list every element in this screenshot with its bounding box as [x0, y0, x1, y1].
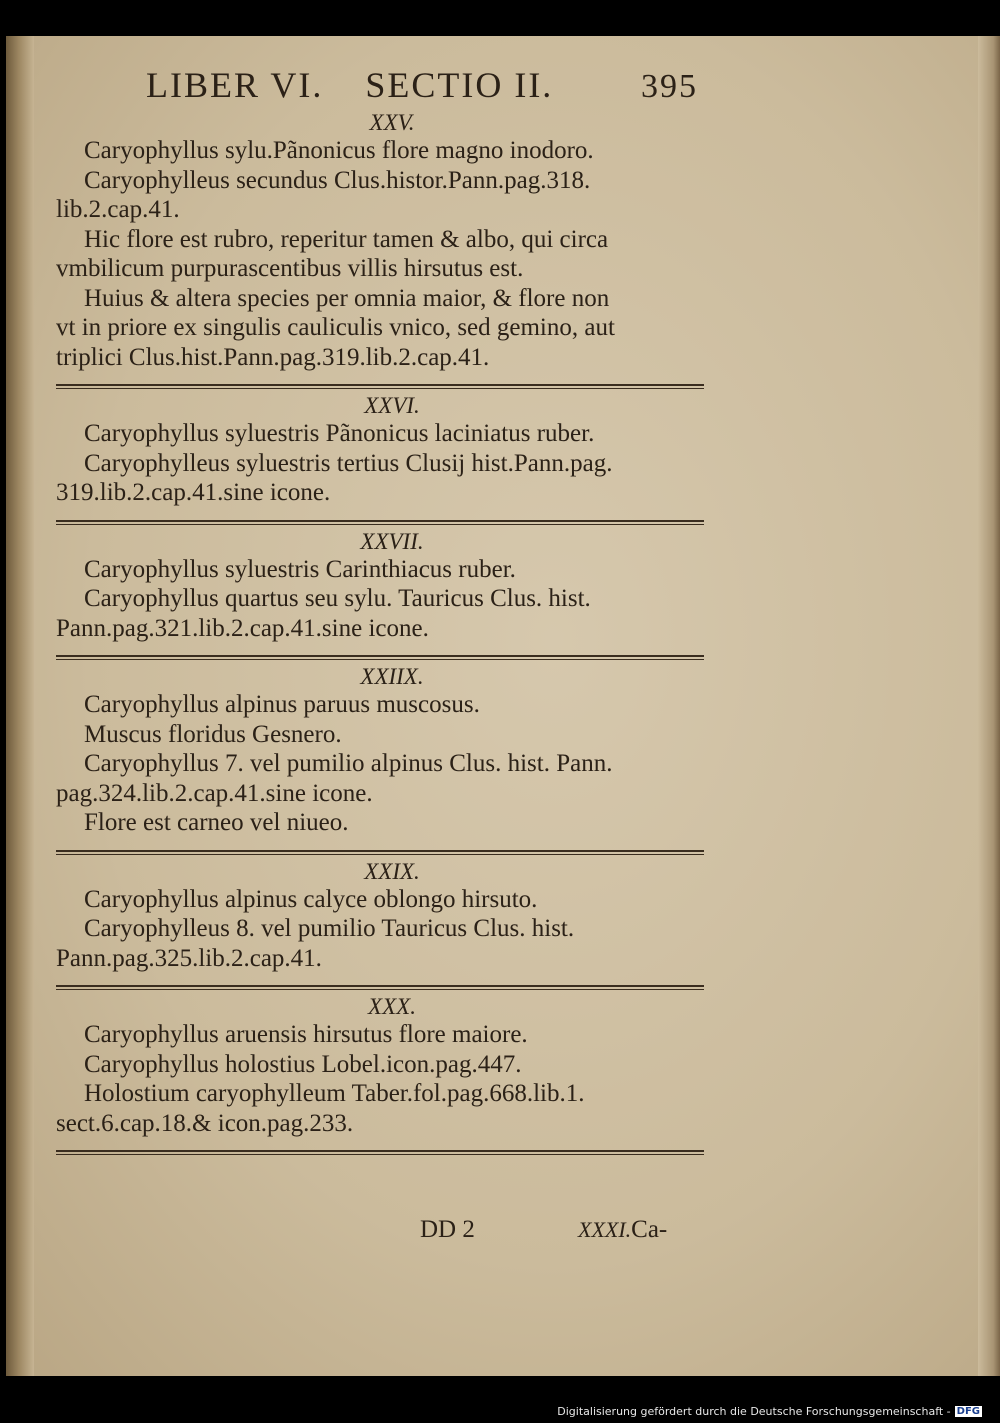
text-line: Caryophyllus alpinus calyce oblongo hirsuto. — [84, 885, 538, 913]
entry-numeral: XXX. — [368, 994, 416, 1019]
digitization-footer — [557, 1405, 982, 1418]
entry-xxix — [56, 859, 704, 974]
page-number: 395 — [641, 68, 698, 105]
book-spine — [6, 36, 34, 1376]
text-line: Caryophyllus 7. vel pumilio alpinus Clus. hist. Pann. — [84, 750, 613, 777]
entry-xxx — [56, 994, 704, 1138]
section-rule — [56, 1150, 704, 1155]
text-line: vmbilicum purpurascentibus villis hirsutus est. — [56, 255, 524, 282]
text-line: Caryophyllus syluestris Pãnonicus laciniatus ruber. — [84, 420, 595, 447]
text-line: Caryophyllus quartus seu sylu. Tauricus Clus. hist. — [84, 585, 591, 612]
text-line: Flore est carneo vel niueo. — [84, 809, 349, 836]
entry-xxvii — [56, 529, 704, 644]
entry-xxv — [56, 110, 704, 372]
text-line: Caryophylleus secundus Clus.histor.Pann.pag.318. — [84, 166, 591, 194]
text-line: pag.324.lib.2.cap.41.sine icone. — [56, 779, 373, 807]
dfg-logo: DFG — [956, 1406, 980, 1417]
entry-numeral: XXIIX. — [360, 664, 424, 689]
catchword-numeral: XXXI. — [578, 1217, 632, 1242]
running-title: LIBER VI. — [146, 65, 324, 105]
text-line: Caryophylleus 8. vel pumilio Tauricus Clus. hist. — [84, 915, 575, 942]
text-line: Holostium caryophylleum Taber.fol.pag.668.lib.1. — [84, 1080, 585, 1107]
entry-xxvi — [56, 393, 704, 508]
text-line: Caryophylleus syluestris tertius Clusij hist.Pann.pag. — [84, 449, 613, 477]
text-line: sect.6.cap.18.& icon.pag.233. — [56, 1109, 354, 1137]
catchword — [578, 1216, 667, 1244]
text-line: Caryophyllus sylu.Pãnonicus flore magno inodoro. — [84, 137, 594, 164]
text-line: Caryophyllus syluestris Carinthiacus ruber. — [84, 555, 516, 583]
text-line: vt in priore ex singulis cauliculis vnico, sed gemino, aut — [56, 314, 615, 341]
text-line: Huius & altera species per omnia maior, & flore non — [84, 284, 610, 312]
text-line: 319.lib.2.cap.41.sine icone. — [56, 479, 331, 506]
section-rule — [56, 520, 704, 525]
footer-text: Digitalisierung gefördert durch die Deutsche Forschungsgemeinschaft - — [557, 1405, 951, 1418]
entry-numeral: XXVI. — [364, 393, 420, 418]
page-edge — [978, 36, 1000, 1376]
entry-numeral: XXVII. — [360, 528, 424, 554]
catchword-text: Ca- — [631, 1216, 668, 1243]
text-line: Hic flore est rubro, reperitur tamen & albo, qui circa — [84, 225, 609, 253]
section-title: SECTIO II. — [365, 65, 554, 105]
section-rule — [56, 655, 704, 660]
entry-xxiix — [56, 664, 704, 838]
text-line: Pann.pag.325.lib.2.cap.41. — [56, 944, 322, 972]
text-line: triplici Clus.hist.Pann.pag.319.lib.2.cap.41. — [56, 343, 490, 371]
running-header — [56, 64, 704, 110]
signature-mark: DD 2 — [420, 1216, 475, 1243]
entry-numeral: XXIX. — [364, 858, 420, 884]
text-line: lib.2.cap.41. — [56, 196, 180, 223]
section-rule — [56, 985, 704, 990]
text-line: Caryophyllus alpinus paruus muscosus. — [84, 691, 480, 718]
text-line: Pann.pag.321.lib.2.cap.41.sine icone. — [56, 614, 429, 642]
text-line: Muscus floridus Gesnero. — [84, 720, 342, 748]
entry-numeral: XXV. — [369, 110, 415, 135]
text-line: Caryophyllus holostius Lobel.icon.pag.447. — [84, 1050, 522, 1078]
text-line: Caryophyllus aruensis hirsutus flore maiore. — [84, 1021, 528, 1048]
section-rule — [56, 850, 704, 855]
section-rule — [56, 384, 704, 389]
page-text — [56, 64, 704, 1159]
